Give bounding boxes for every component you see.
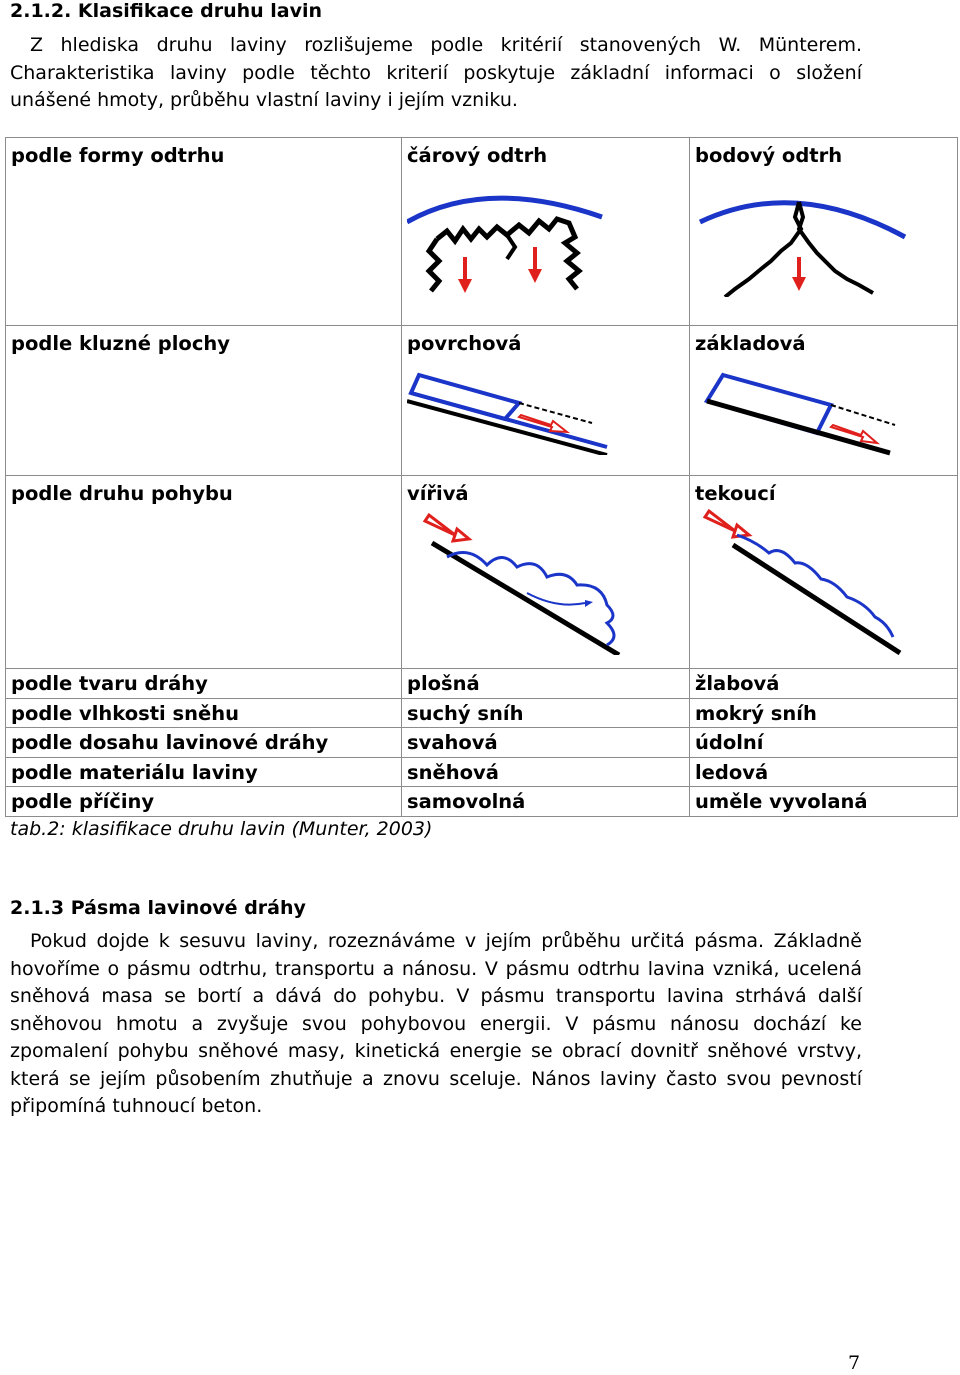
criterion-cell: podle dosahu lavinové dráhy [6,728,402,758]
table-caption: tab.2: klasifikace druhu lavin (Munter, 2003) [10,818,433,840]
page-number: 7 [848,1352,861,1374]
section-heading-zones: 2.1.3 Pásma lavinové dráhy [10,897,306,919]
line-release-figure [407,167,617,297]
criterion-cell: podle materiálu laviny [6,757,402,787]
table-row [6,728,958,758]
type-a-cell: samovolná [402,787,690,817]
flowing-avalanche-figure [695,505,910,655]
type-b-cell: uměle vyvolaná [690,787,958,817]
ground-slab-figure [695,355,910,465]
type-a-cell: svahová [402,728,690,758]
intro-paragraph [10,32,862,115]
criterion-cell: podle kluzné plochy [6,326,402,476]
table-row [6,669,958,699]
table-row [6,138,958,326]
type-b-cell: ledová [690,757,958,787]
criterion-cell: podle druhu pohybu [6,476,402,669]
zones-text: Pokud dojde k sesuvu laviny, rozeznáváme v jejím průběhu určitá pásma. Základně hovoříme o pásmu odtrhu, transportu a nánosu. V pásmu odtrhu lavina vzniká, ucelená sněhová masa se bortí a dává do pohybu. V pásmu transportu lavina strhává další sněhovou hmotu a zvyšuje svou pohybovou energii. V pásmu nánosu dochází ke zpomalení pohybu sněhové masy, kinetická energie se obrací dovnitř sněhové vrstvy, která se jejím působením zhutňuje a znovu sceluje. Nános laviny často svou pevností připomíná tuhnoucí beton. [10,930,862,1117]
surface-slab-figure [407,355,617,455]
type-a-cell: plošná [402,669,690,699]
type-b-cell: žlabová [690,669,958,699]
type-b-cell: bodový odtrh [690,138,958,326]
type-b-cell: mokrý sníh [690,698,958,728]
type-b-cell: základová [690,326,958,476]
criterion-cell: podle tvaru dráhy [6,669,402,699]
section-heading-classification: 2.1.2. Klasifikace druhu lavin [10,0,323,22]
criterion-cell: podle příčiny [6,787,402,817]
powder-avalanche-figure [407,505,627,655]
intro-text: Z hlediska druhu laviny rozlišujeme podle kritérií stanovených W. Münterem. Charakteristika laviny podle těchto kriterií poskytuje základní informaci o složení unášené hmoty, průběhu vlastní laviny i jejím vzniku. [10,34,862,111]
type-b-cell: tekoucí [690,476,958,669]
type-a-cell: vířivá [402,476,690,669]
classification-table [5,137,958,817]
point-release-figure [695,167,910,297]
type-a-cell: suchý sníh [402,698,690,728]
criterion-cell: podle vlhkosti sněhu [6,698,402,728]
type-b-cell: údolní [690,728,958,758]
criterion-cell: podle formy odtrhu [6,138,402,326]
zones-paragraph [10,928,862,1121]
type-a-cell: sněhová [402,757,690,787]
table-row [6,757,958,787]
table-row [6,476,958,669]
type-a-cell: povrchová [402,326,690,476]
table-row [6,326,958,476]
table-row [6,787,958,817]
type-a-cell: čárový odtrh [402,138,690,326]
table-row [6,698,958,728]
